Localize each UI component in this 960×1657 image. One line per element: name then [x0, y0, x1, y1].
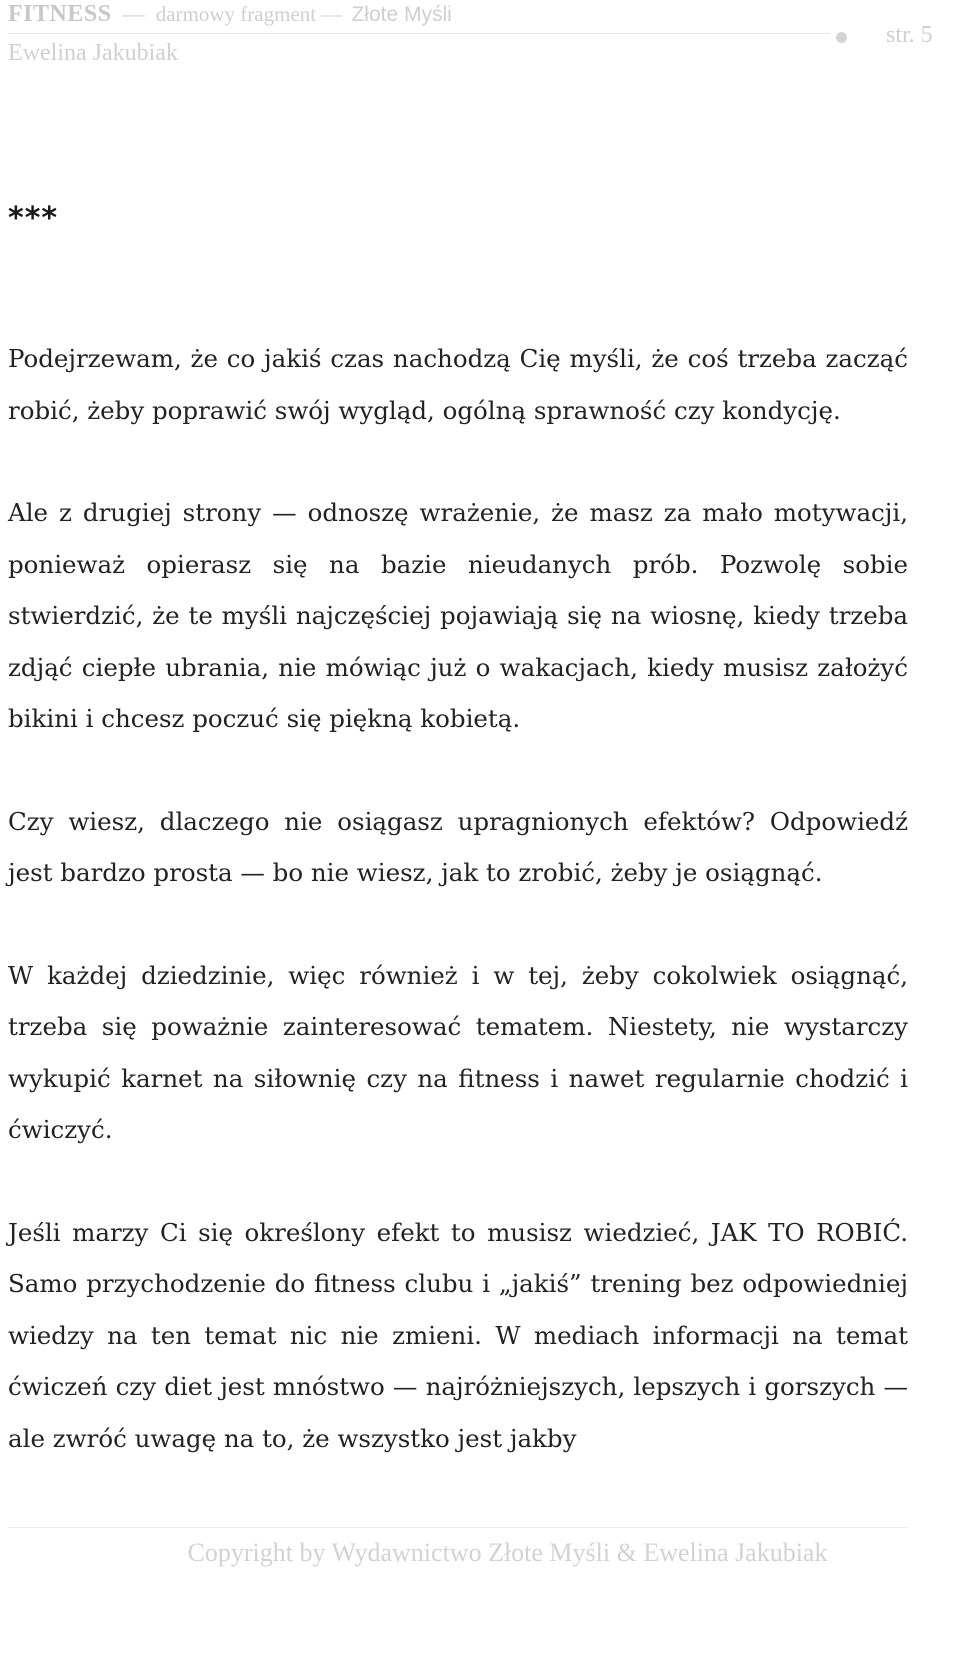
- page-footer: [0, 1536, 960, 1570]
- page-number: str. 5: [886, 22, 933, 48]
- header-publisher: Złote Myśli: [351, 3, 452, 26]
- paragraph: W każdej dziedzinie, więc również i w tej, żeby cokolwiek osiągnąć, trzeba się poważnie zainteresować tematem. Niestety, nie wystarczy wykupić karnet na siłownię czy na fitness i nawet regularnie chodzić i ćwiczyć.: [8, 960, 908, 1144]
- body-text: [8, 333, 908, 1464]
- header-author: Ewelina Jakubiak: [8, 40, 178, 66]
- copyright-text: Copyright by Wydawnictwo Złote Myśli & Ewelina Jakubiak: [187, 1538, 828, 1567]
- paragraph: Czy wiesz, dlaczego nie osiągasz upragnionych efektów? Odpowiedź jest bardzo prosta — bo nie wiesz, jak to zrobić, żeby je osiągnąć.: [8, 806, 908, 887]
- section-separator: ***: [8, 201, 59, 236]
- page-header: [8, 0, 930, 80]
- book-title: FITNESS: [8, 1, 112, 27]
- title-dash: —: [122, 1, 145, 26]
- bullet-icon: [836, 32, 847, 43]
- paragraph: Ale z drugiej strony — odnoszę wrażenie, że masz za mało motywacji, ponieważ opierasz się na bazie nieudanych prób. Pozwolę sobie stwierdzić, że te myśli najczęściej pojawiają się na wiosnę, kiedy trzeba zdjąć ciepłe ubrania, nie mówiąc już o wakacjach, kiedy musisz założyć bikini i chcesz poczuć się piękną kobietą.: [8, 498, 908, 733]
- header-title-line: [8, 0, 452, 30]
- footer-divider: [8, 1527, 908, 1528]
- paragraph: Jeśli marzy Ci się określony efekt to musisz wiedzieć, JAK TO ROBIĆ. Samo przychodzenie do fitness clubu i „jakiś” trening bez odpowiedniej wiedzy na ten temat nic nie zmieni. W mediach informacji na temat ćwiczeń czy diet jest mnóstwo — najróżniejszych, lepszych i gorszych — ale zwróć uwagę na to, że wszystko jest jakby: [8, 1217, 908, 1453]
- header-divider: [8, 33, 830, 34]
- header-subtitle: darmowy fragment —: [155, 2, 343, 26]
- paragraph: Podejrzewam, że co jakiś czas nachodzą Cię myśli, że coś trzeba zacząć robić, żeby poprawić swój wygląd, ogólną sprawność czy kondycję.: [8, 344, 908, 425]
